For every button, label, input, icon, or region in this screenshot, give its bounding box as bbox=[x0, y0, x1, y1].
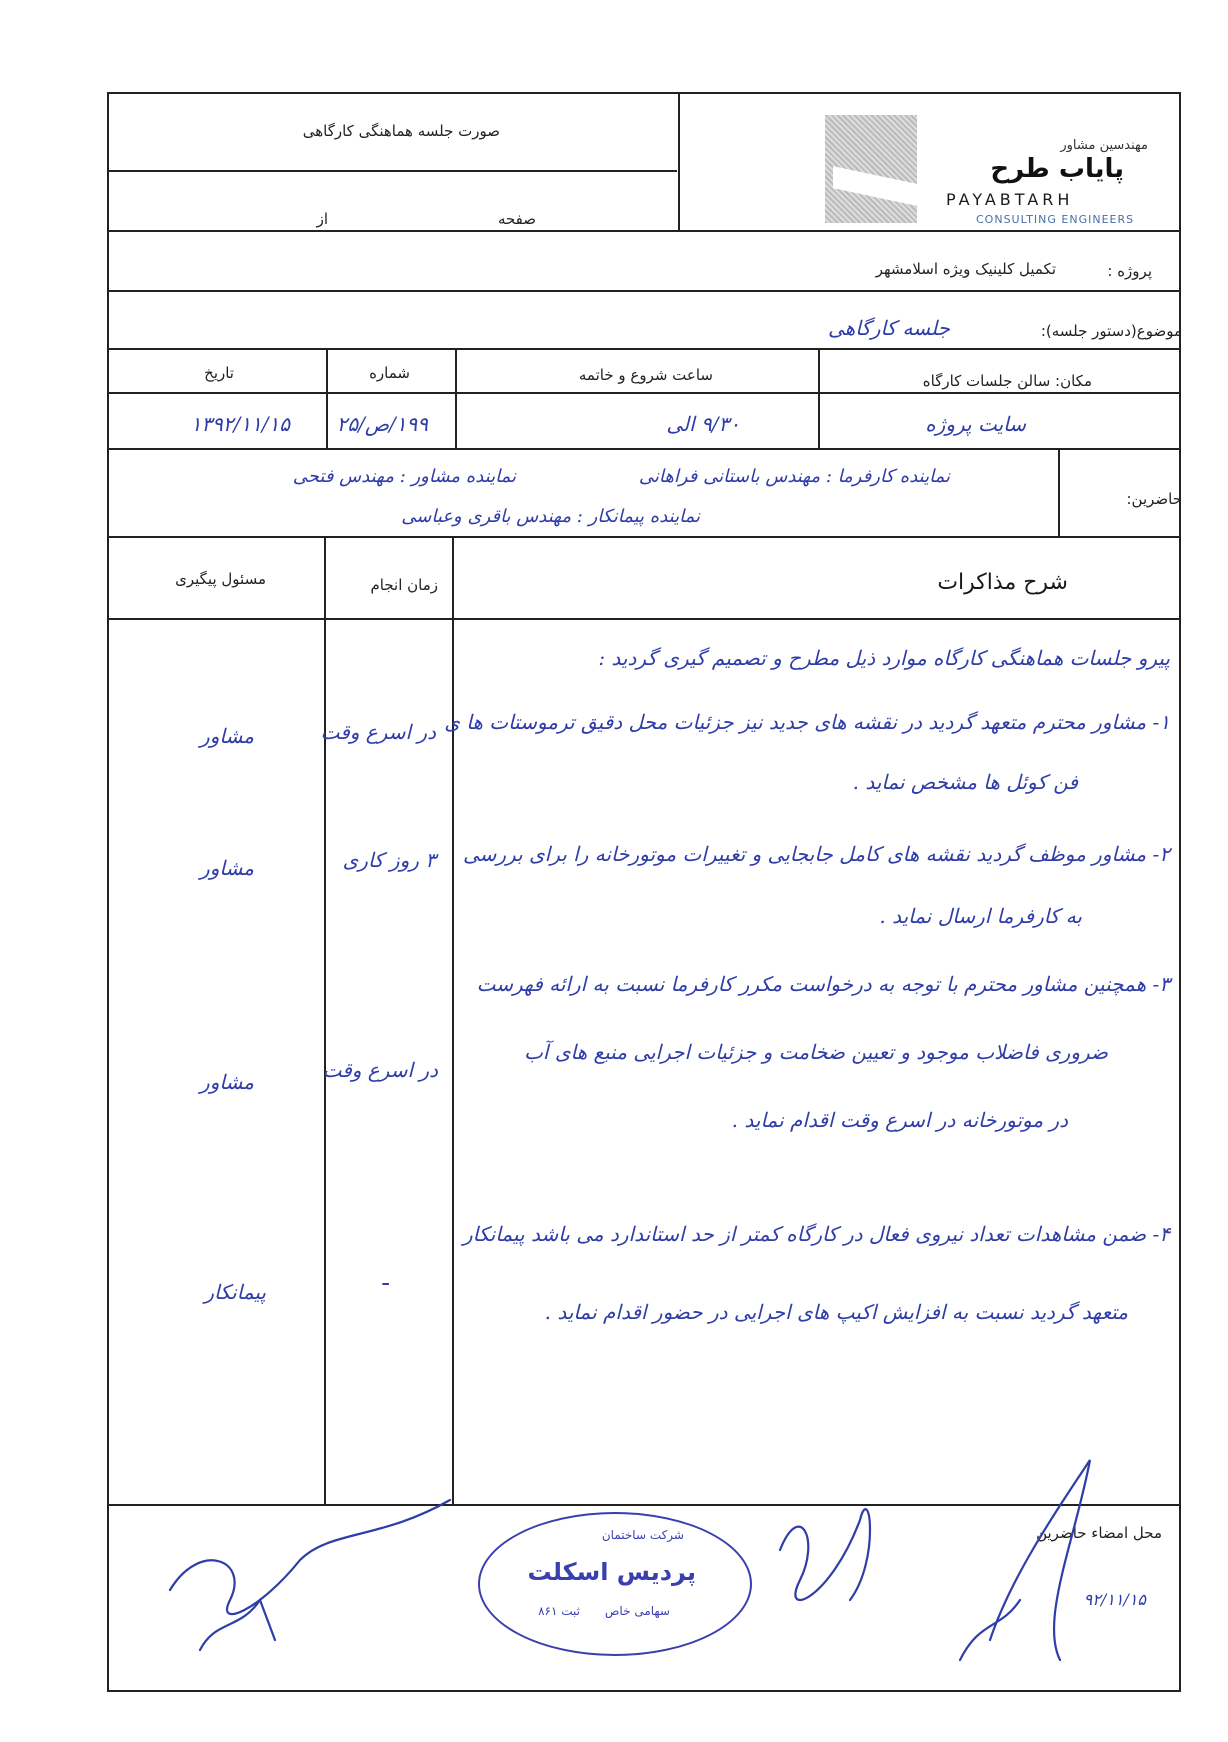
rule-meta-2 bbox=[455, 348, 457, 448]
item-1-line-1: ۱- مشاور محترم متعهد گردید در نقشه های جدید نیز جزئیات محل دقیق ترموستات ها ی bbox=[444, 710, 1170, 734]
attendees-line-1b: نماینده مشاور : مهندس فتحی bbox=[292, 466, 516, 487]
company-name-small: مهندسین مشاور bbox=[1060, 138, 1148, 153]
item-3-responsible: مشاور bbox=[200, 1070, 254, 1094]
rule-attendees-divider bbox=[1058, 448, 1060, 536]
company-logo-icon bbox=[825, 115, 917, 223]
col-header-responsible: مسئول پیگیری bbox=[175, 570, 266, 588]
place-value: سایت پروژه bbox=[925, 412, 1026, 436]
item-2-time: ۳ روز کاری bbox=[342, 848, 436, 872]
number-value: ۱۹۹/ص/۲۵ bbox=[336, 412, 428, 436]
rule-meta-bottom bbox=[107, 448, 1181, 450]
company-name-en: PAYABTARH bbox=[946, 190, 1074, 209]
item-4-line-2: متعهد گردید نسبت به افزایش اکیپ های اجرایی در حضور اقدام نماید . bbox=[544, 1300, 1128, 1324]
rule-header-bottom bbox=[107, 230, 1181, 232]
rule-table-head-bottom bbox=[107, 618, 1181, 620]
signature-date: ۹۲/۱۱/۱۵ bbox=[1083, 1590, 1146, 1609]
item-4-responsible: پیمانکار bbox=[204, 1280, 266, 1304]
subject-label: موضوع(دستور جلسه): bbox=[1040, 322, 1182, 340]
rule-meta-head-bottom bbox=[107, 392, 1181, 394]
item-2-line-2: به کارفرما ارسال نماید . bbox=[879, 904, 1082, 928]
col-header-time: زمان انجام bbox=[370, 576, 438, 594]
place-label: مکان: سالن جلسات کارگاه bbox=[922, 372, 1092, 390]
item-4-line-1: ۴- ضمن مشاهدات تعداد نیروی فعال در کارگاه کمتر از حد استاندارد می باشد پیمانکار bbox=[462, 1222, 1170, 1246]
rule-meta-1 bbox=[326, 348, 328, 448]
rule-subject-bottom bbox=[107, 348, 1181, 350]
rule-logo-divider bbox=[678, 92, 680, 230]
item-3-line-1: ۳- همچنین مشاور محترم با توجه به درخواست مکرر کارفرما نسبت به ارائه فهرست bbox=[476, 972, 1170, 996]
time-value: ۹/۳۰ الی bbox=[666, 412, 740, 436]
item-3-line-2: ضروری فاضلاب موجود و تعیین ضخامت و جزئیات اجرایی منبع های آب bbox=[524, 1040, 1108, 1064]
rule-meta-3 bbox=[818, 348, 820, 448]
form-title: صورت جلسه هماهنگی کارگاهی bbox=[302, 122, 500, 140]
subject-value: جلسه کارگاهی bbox=[827, 316, 950, 340]
stamp-top-text: شرکت ساختمان bbox=[601, 1528, 684, 1542]
number-label: شماره bbox=[369, 364, 410, 382]
rule-col-time bbox=[452, 536, 454, 1504]
rule-project-bottom bbox=[107, 290, 1181, 292]
attendees-label: حاضرین: bbox=[1126, 490, 1182, 508]
attendees-line-1a: نماینده کارفرما : مهندس باستانی فراهانی bbox=[638, 466, 950, 487]
stamp-reg-text: ثبت ۸۶۱ bbox=[538, 1604, 580, 1618]
project-value: تکمیل کلینیک ویژه اسلامشهر bbox=[875, 260, 1056, 278]
stamp-main-text: پردیس اسکلت bbox=[527, 1558, 696, 1586]
time-label: ساعت شروع و خاتمه bbox=[578, 366, 713, 384]
attendees-line-2: نماینده پیمانکار : مهندس باقری وعباسی bbox=[401, 506, 700, 527]
item-2-line-1: ۲- مشاور موظف گردید نقشه های کامل جابجایی و تغییرات موتورخانه را برای بررسی bbox=[462, 842, 1170, 866]
item-1-time: در اسرع وقت bbox=[320, 720, 436, 744]
project-label: پروژه : bbox=[1107, 262, 1152, 280]
item-1-line-2: فن کوئل ها مشخص نماید . bbox=[852, 770, 1078, 794]
rule-sign-top bbox=[107, 1504, 1181, 1506]
item-3-line-3: در موتورخانه در اسرع وقت اقدام نماید . bbox=[731, 1108, 1068, 1132]
company-name-fa: پایاب طرح bbox=[990, 154, 1124, 184]
date-value: ۱۳۹۲/۱۱/۱۵ bbox=[190, 412, 290, 436]
rule-attendees-bottom bbox=[107, 536, 1181, 538]
rule-col-resp bbox=[324, 536, 326, 1504]
stamp-sub-text: سهامی خاص bbox=[604, 1604, 670, 1618]
item-4-time: - bbox=[381, 1268, 390, 1298]
company-stamp bbox=[478, 1512, 752, 1656]
item-3-time: در اسرع وقت bbox=[322, 1058, 438, 1082]
col-header-description: شرح مذاکرات bbox=[937, 570, 1068, 595]
form-frame bbox=[107, 92, 1181, 1692]
discussion-intro: پیرو جلسات هماهنگی کارگاه موارد ذیل مطرح و تصمیم گیری گردید : bbox=[598, 646, 1170, 670]
page-of-label: از bbox=[316, 210, 328, 228]
date-label: تاریخ bbox=[204, 364, 234, 382]
item-1-responsible: مشاور bbox=[200, 724, 254, 748]
signatures-label: محل امضاء حاضرین bbox=[1036, 1524, 1162, 1542]
page-label: صفحه bbox=[497, 210, 536, 228]
company-subtitle: CONSULTING ENGINEERS bbox=[976, 213, 1135, 226]
item-2-responsible: مشاور bbox=[200, 856, 254, 880]
rule-title-divider bbox=[107, 170, 677, 172]
